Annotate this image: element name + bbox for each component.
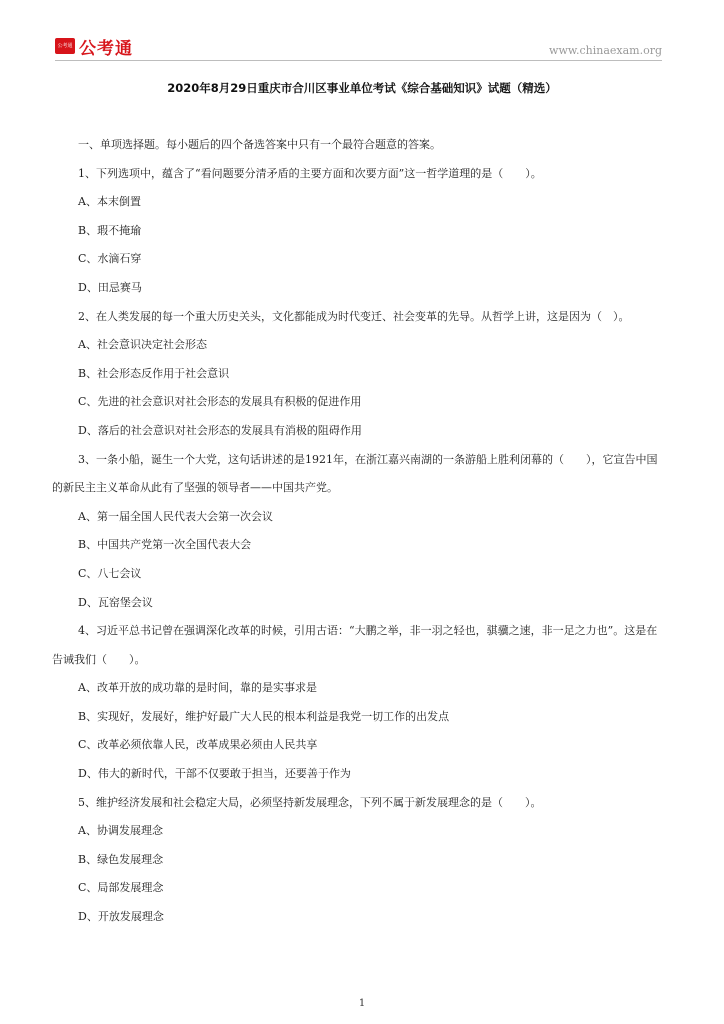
option-d: D、伟大的新时代，干部不仅要敢于担当，还要善于作为 [78, 767, 351, 781]
logo-icon: 公考通 [55, 38, 75, 54]
question-stem: 4、习近平总书记曾在强调深化改革的时候，引用古语：“大鹏之举，非一羽之轻也，骐骥之速，非一足之力也”。这是在告诫我们（ ）。 [52, 624, 658, 666]
option-b: B、中国共产党第一次全国代表大会 [78, 538, 252, 552]
question-4 [52, 617, 662, 789]
option-c: C、水滴石穿 [78, 252, 142, 266]
option-b: B、绿色发展理念 [78, 852, 164, 866]
option-a: A、改革开放的成功靠的是时间，靠的是实事求是 [78, 681, 317, 695]
option-b: B、实现好，发展好，维护好最广大人民的根本利益是我党一切工作的出发点 [78, 709, 450, 723]
section-heading: 一、单项选择题。每小题后的四个备选答案中只有一个最符合题意的答案。 [78, 138, 441, 151]
document-title: 2020年8月29日重庆市合川区事业单位考试《综合基础知识》试题（精选） [167, 81, 557, 95]
page-header [0, 0, 724, 62]
question-2 [52, 303, 662, 446]
logo [55, 35, 133, 57]
option-a: A、本末倒置 [78, 195, 141, 209]
option-c: C、先进的社会意识对社会形态的发展具有积极的促进作用 [78, 395, 362, 409]
option-b: B、瑕不掩瑜 [78, 223, 142, 237]
page-number: 1 [358, 998, 366, 1009]
option-c: C、局部发展理念 [78, 881, 164, 895]
option-a: A、协调发展理念 [78, 824, 163, 838]
question-stem: 2、在人类发展的每一个重大历史关头，文化都能成为时代变迁、社会变革的先导。从哲学上讲，这是因为（ ）。 [78, 309, 630, 323]
question-5 [52, 789, 662, 932]
question-stem: 1、下列选项中，蕴含了“看问题要分清矛盾的主要方面和次要方面”这一哲学道理的是（ ）。 [78, 166, 542, 180]
document-body [52, 131, 662, 932]
logo-text: 公考通 [79, 38, 133, 59]
option-b: B、社会形态反作用于社会意识 [78, 366, 230, 380]
option-d: D、落后的社会意识对社会形态的发展具有消极的阻碍作用 [78, 423, 362, 437]
question-stem: 5、维护经济发展和社会稳定大局，必须坚持新发展理念，下列不属于新发展理念的是（ ）。 [78, 795, 542, 809]
question-3 [52, 446, 662, 618]
header-divider [55, 60, 662, 61]
question-1 [52, 160, 662, 303]
option-d: D、瓦窑堡会议 [78, 595, 153, 609]
option-d: D、开放发展理念 [78, 910, 164, 924]
option-c: C、八七会议 [78, 566, 142, 580]
option-c: C、改革必须依靠人民，改革成果必须由人民共享 [78, 738, 318, 752]
option-a: A、社会意识决定社会形态 [78, 338, 207, 352]
option-d: D、田忌赛马 [78, 280, 142, 294]
option-a: A、第一届全国人民代表大会第一次会议 [78, 509, 273, 523]
question-stem: 3、一条小船，诞生一个大党，这句话讲述的是1921年，在浙江嘉兴南湖的一条游船上胜利闭幕的（ ），它宣告中国的新民主主义革命从此有了坚强的领导者——中国共产党。 [52, 452, 658, 495]
site-url: www.chinaexam.org [549, 44, 662, 57]
